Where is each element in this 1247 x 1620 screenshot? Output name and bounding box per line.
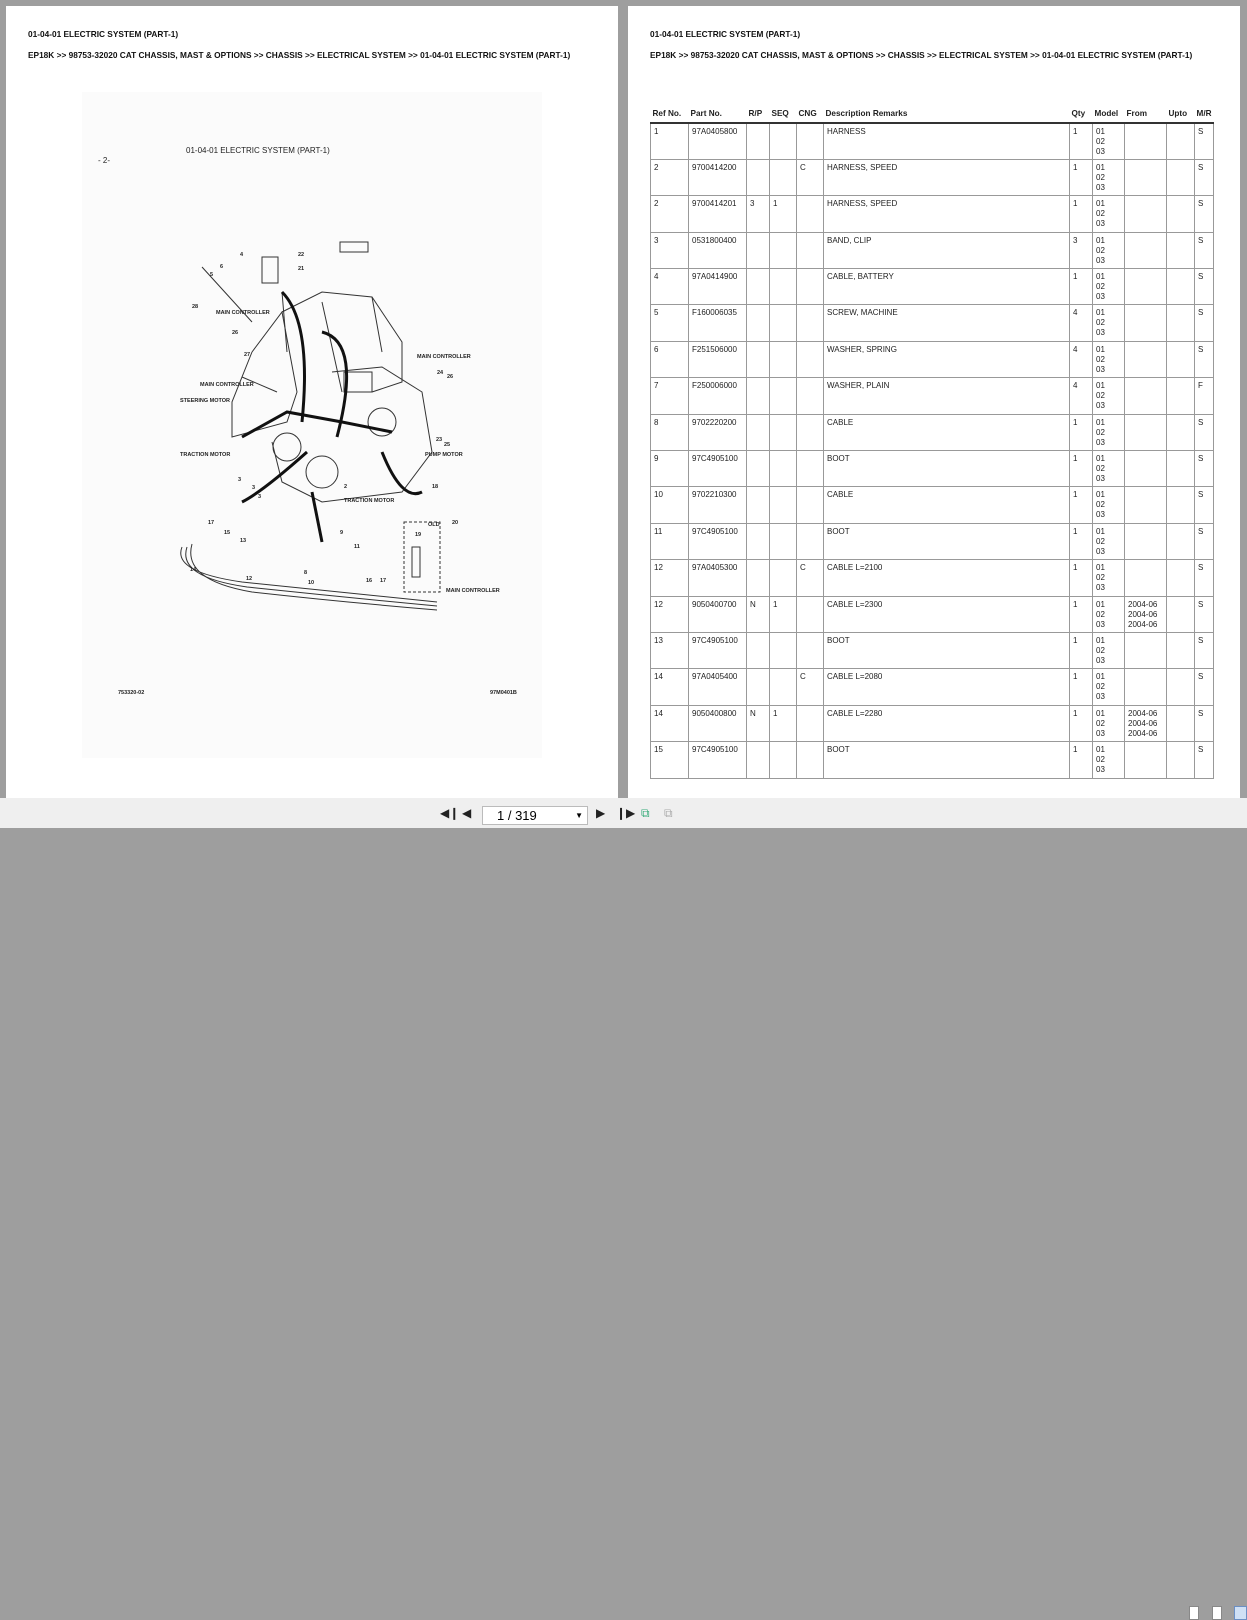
table-cell: S: [1195, 232, 1214, 268]
table-cell: [1167, 560, 1195, 596]
table-cell: [1125, 414, 1167, 450]
table-cell: 2004-06 2004-06 2004-06: [1125, 705, 1167, 741]
callout-number: 19: [415, 532, 422, 538]
label-pump-motor: PUMP MOTOR: [425, 452, 463, 458]
table-cell: [797, 232, 824, 268]
table-cell: 4: [1070, 305, 1093, 341]
table-row: [651, 269, 1214, 305]
table-cell: [770, 232, 797, 268]
column-header: R/P: [748, 109, 763, 118]
callout-number: 26: [232, 330, 239, 336]
table-cell: 7: [651, 378, 689, 414]
table-cell: 1: [1070, 705, 1093, 741]
table-cell: 4: [651, 269, 689, 305]
table-cell: 01 02 03: [1093, 632, 1125, 668]
table-cell: [1167, 742, 1195, 778]
table-cell: C: [797, 159, 824, 195]
table-cell: [797, 487, 824, 523]
callout-number: 4: [240, 252, 244, 258]
table-cell: BAND, CLIP: [824, 232, 1070, 268]
label-old: OLD: [428, 522, 440, 528]
table-cell: 9: [651, 451, 689, 487]
table-cell: [747, 305, 770, 341]
table-row: [651, 159, 1214, 195]
table-cell: S: [1195, 669, 1214, 705]
table-cell: S: [1195, 123, 1214, 159]
table-cell: [1125, 487, 1167, 523]
table-cell: [797, 523, 824, 559]
table-cell: 1: [770, 196, 797, 232]
table-cell: 1: [1070, 123, 1093, 159]
table-cell: [770, 123, 797, 159]
table-cell: [1167, 414, 1195, 450]
table-cell: CABLE, BATTERY: [824, 269, 1070, 305]
callout-number: 22: [298, 252, 305, 258]
table-cell: [1125, 269, 1167, 305]
table-cell: 01 02 03: [1093, 378, 1125, 414]
table-cell: [1167, 341, 1195, 377]
table-cell: 1: [1070, 742, 1093, 778]
table-cell: [797, 123, 824, 159]
table-cell: 1: [1070, 560, 1093, 596]
next-page-button[interactable]: ▶: [596, 806, 606, 820]
column-header: Model: [1094, 109, 1119, 118]
table-cell: 2004-06 2004-06 2004-06: [1125, 596, 1167, 632]
table-row: [651, 632, 1214, 668]
table-cell: [747, 159, 770, 195]
table-cell: [770, 523, 797, 559]
callout-number: 17: [208, 520, 215, 526]
copy-page-icon[interactable]: ⧉: [664, 806, 673, 820]
table-cell: [797, 341, 824, 377]
callout-number: 23: [436, 437, 443, 443]
callout-number: 2: [344, 484, 348, 490]
table-cell: 5: [651, 305, 689, 341]
table-cell: 1: [1070, 196, 1093, 232]
table-row: [651, 523, 1214, 559]
table-cell: [747, 451, 770, 487]
table-cell: CABLE L=2100: [824, 560, 1070, 596]
table-cell: [797, 305, 824, 341]
table-cell: [1167, 269, 1195, 305]
column-header: CNG: [798, 109, 817, 118]
table-cell: 97A0405300: [689, 560, 747, 596]
table-cell: [770, 269, 797, 305]
table-cell: [1125, 560, 1167, 596]
table-row: [651, 196, 1214, 232]
table-cell: 01 02 03: [1093, 269, 1125, 305]
table-cell: [1167, 669, 1195, 705]
table-cell: [1167, 705, 1195, 741]
table-cell: [1125, 196, 1167, 232]
table-cell: F160006035: [689, 305, 747, 341]
right-page: [628, 6, 1240, 798]
single-page-view-icon[interactable]: [1189, 1606, 1199, 1620]
table-cell: 01 02 03: [1093, 196, 1125, 232]
table-cell: 1: [1070, 269, 1093, 305]
label-main-controller: MAIN CONTROLLER: [446, 588, 500, 594]
label-main-controller: MAIN CONTROLLER: [200, 382, 254, 388]
table-cell: 97A0414900: [689, 269, 747, 305]
column-header: Upto: [1168, 109, 1188, 118]
table-cell: [1125, 159, 1167, 195]
rotate-page-icon[interactable]: ⧉: [641, 806, 650, 820]
table-cell: [1125, 523, 1167, 559]
table-cell: 1: [1070, 523, 1093, 559]
table-cell: WASHER, SPRING: [824, 341, 1070, 377]
table-cell: [797, 378, 824, 414]
callout-number: 15: [224, 530, 231, 536]
table-cell: 01 02 03: [1093, 305, 1125, 341]
table-cell: [747, 341, 770, 377]
table-cell: 01 02 03: [1093, 742, 1125, 778]
table-cell: 97C4905100: [689, 451, 747, 487]
table-cell: BOOT: [824, 451, 1070, 487]
table-cell: [747, 669, 770, 705]
column-header: Qty: [1071, 109, 1086, 118]
table-cell: [747, 560, 770, 596]
table-cell: HARNESS, SPEED: [824, 159, 1070, 195]
callout-number: 26: [447, 374, 454, 380]
callout-number: 9: [340, 530, 344, 536]
table-cell: S: [1195, 196, 1214, 232]
table-row: [651, 378, 1214, 414]
table-cell: 3: [651, 232, 689, 268]
table-row: [651, 487, 1214, 523]
table-cell: SCREW, MACHINE: [824, 305, 1070, 341]
page-title: 01-04-01 ELECTRIC SYSTEM (PART-1): [650, 29, 801, 39]
table-cell: 9050400700: [689, 596, 747, 632]
table-cell: [797, 269, 824, 305]
table-cell: [770, 742, 797, 778]
table-cell: CABLE: [824, 487, 1070, 523]
table-cell: [797, 414, 824, 450]
page-title: 01-04-01 ELECTRIC SYSTEM (PART-1): [28, 29, 179, 39]
table-row: [651, 123, 1214, 159]
table-cell: 9700414201: [689, 196, 747, 232]
table-cell: 01 02 03: [1093, 123, 1125, 159]
table-cell: 8: [651, 414, 689, 450]
table-cell: [1167, 305, 1195, 341]
table-cell: 97C4905100: [689, 523, 747, 559]
table-cell: [770, 487, 797, 523]
table-cell: 01 02 03: [1093, 341, 1125, 377]
table-cell: CABLE L=2280: [824, 705, 1070, 741]
table-cell: 01 02 03: [1093, 159, 1125, 195]
table-cell: BOOT: [824, 742, 1070, 778]
table-cell: S: [1195, 560, 1214, 596]
left-page: [6, 6, 618, 798]
table-cell: [1125, 123, 1167, 159]
table-cell: 01 02 03: [1093, 596, 1125, 632]
table-cell: WASHER, PLAIN: [824, 378, 1070, 414]
table-cell: S: [1195, 269, 1214, 305]
table-cell: [747, 487, 770, 523]
page-selector[interactable]: [482, 806, 588, 825]
table-row: [651, 596, 1214, 632]
table-cell: CABLE: [824, 414, 1070, 450]
table-cell: 1: [1070, 487, 1093, 523]
table-row: [651, 669, 1214, 705]
table-cell: 01 02 03: [1093, 451, 1125, 487]
table-row: [651, 305, 1214, 341]
callout-number: 28: [192, 304, 199, 310]
table-cell: [1125, 232, 1167, 268]
table-cell: [1125, 378, 1167, 414]
table-cell: [797, 196, 824, 232]
table-header: [651, 109, 1214, 123]
table-cell: 1: [1070, 451, 1093, 487]
label-traction-motor: TRACTION MOTOR: [344, 498, 395, 504]
table-cell: 1: [651, 123, 689, 159]
table-cell: 4: [1070, 378, 1093, 414]
table-cell: 0531800400: [689, 232, 747, 268]
table-cell: [770, 451, 797, 487]
table-cell: [1167, 123, 1195, 159]
table-cell: [770, 378, 797, 414]
table-cell: S: [1195, 451, 1214, 487]
table-cell: 97A0405400: [689, 669, 747, 705]
table-cell: [1125, 451, 1167, 487]
table-cell: 3: [1070, 232, 1093, 268]
last-page-button[interactable]: ❙▶: [616, 806, 636, 820]
label-traction-motor: TRACTION MOTOR: [180, 452, 231, 458]
table-cell: 14: [651, 669, 689, 705]
column-header: SEQ: [771, 109, 789, 118]
table-cell: [770, 632, 797, 668]
callout-number: 14: [190, 567, 197, 573]
table-cell: 01 02 03: [1093, 232, 1125, 268]
table-cell: [770, 341, 797, 377]
table-cell: [747, 414, 770, 450]
table-cell: F250006000: [689, 378, 747, 414]
table-cell: 01 02 03: [1093, 705, 1125, 741]
table-cell: 01 02 03: [1093, 414, 1125, 450]
table-cell: 1: [1070, 596, 1093, 632]
table-row: [651, 742, 1214, 778]
table-cell: [1125, 669, 1167, 705]
column-header: From: [1126, 109, 1147, 118]
first-page-button[interactable]: ◀❙: [440, 806, 460, 820]
table-row: [651, 560, 1214, 596]
table-cell: 9702220200: [689, 414, 747, 450]
table-cell: 12: [651, 560, 689, 596]
table-cell: N: [747, 705, 770, 741]
table-row: [651, 341, 1214, 377]
table-cell: 01 02 03: [1093, 523, 1125, 559]
diagram-page-mark: - 2-: [98, 156, 110, 165]
parts-table: [650, 109, 1214, 779]
table-cell: [747, 378, 770, 414]
table-cell: 14: [651, 705, 689, 741]
table-cell: F: [1195, 378, 1214, 414]
column-header: M/R: [1196, 109, 1212, 118]
table-cell: [747, 269, 770, 305]
table-cell: 1: [1070, 669, 1093, 705]
table-cell: [797, 632, 824, 668]
table-cell: N: [747, 596, 770, 632]
table-cell: [747, 123, 770, 159]
table-cell: 97C4905100: [689, 632, 747, 668]
table-cell: 13: [651, 632, 689, 668]
table-cell: [770, 159, 797, 195]
table-cell: 1: [1070, 414, 1093, 450]
table-cell: 1: [770, 596, 797, 632]
table-cell: [797, 705, 824, 741]
column-header: Description Remarks: [825, 109, 908, 118]
table-cell: [770, 560, 797, 596]
table-cell: S: [1195, 341, 1214, 377]
table-cell: 12: [651, 596, 689, 632]
table-cell: [770, 305, 797, 341]
table-cell: C: [797, 669, 824, 705]
table-cell: 01 02 03: [1093, 560, 1125, 596]
table-cell: S: [1195, 523, 1214, 559]
table-cell: CABLE L=2080: [824, 669, 1070, 705]
parts-diagram: [82, 92, 542, 758]
callout-number: 3: [252, 485, 256, 491]
drawing-code-left: 753320-02: [118, 690, 145, 696]
table-cell: [797, 742, 824, 778]
table-cell: F251506000: [689, 341, 747, 377]
table-cell: 11: [651, 523, 689, 559]
table-cell: [1167, 232, 1195, 268]
callout-number: 3: [238, 477, 242, 483]
table-cell: 97C4905100: [689, 742, 747, 778]
table-cell: [1167, 451, 1195, 487]
table-cell: [770, 414, 797, 450]
table-cell: 6: [651, 341, 689, 377]
table-cell: 9700414200: [689, 159, 747, 195]
callout-number: 24: [437, 370, 444, 376]
continuous-view-icon[interactable]: [1212, 1606, 1222, 1620]
table-cell: HARNESS: [824, 123, 1070, 159]
table-cell: 3: [747, 196, 770, 232]
callout-number: 21: [298, 266, 305, 272]
table-cell: 01 02 03: [1093, 669, 1125, 705]
table-cell: S: [1195, 742, 1214, 778]
callout-number: 3: [258, 494, 262, 500]
table-cell: HARNESS, SPEED: [824, 196, 1070, 232]
table-cell: 1: [1070, 632, 1093, 668]
diagram-heading: 01-04-01 ELECTRIC SYSTEM (PART-1): [186, 146, 330, 155]
table-cell: S: [1195, 705, 1214, 741]
callout-number: 18: [432, 484, 439, 490]
callout-number: 8: [304, 570, 308, 576]
table-cell: 9050400800: [689, 705, 747, 741]
table-cell: 01 02 03: [1093, 487, 1125, 523]
callout-number: 25: [444, 442, 451, 448]
table-cell: [747, 632, 770, 668]
table-cell: [1167, 632, 1195, 668]
table-cell: S: [1195, 414, 1214, 450]
label-steering-motor: STEERING MOTOR: [180, 398, 231, 404]
table-row: [651, 451, 1214, 487]
table-cell: S: [1195, 305, 1214, 341]
table-cell: [1125, 742, 1167, 778]
table-cell: [747, 523, 770, 559]
table-row: [651, 414, 1214, 450]
table-cell: [1125, 632, 1167, 668]
callout-number: 17: [380, 578, 387, 584]
callout-number: 20: [452, 520, 459, 526]
callout-number: 10: [308, 580, 315, 586]
callout-number: 16: [366, 578, 373, 584]
breadcrumb: EP18K >> 98753-32020 CAT CHASSIS, MAST & OPTIONS >> CHASSIS >> ELECTRICAL SYSTEM >> 01-04-01 ELECTRIC SYSTEM (PART-1): [650, 50, 1193, 60]
table-cell: 2: [651, 159, 689, 195]
table-cell: 15: [651, 742, 689, 778]
previous-page-button[interactable]: ◀: [462, 806, 472, 820]
table-cell: 10: [651, 487, 689, 523]
table-cell: C: [797, 560, 824, 596]
label-main-controller: MAIN CONTROLLER: [417, 354, 471, 360]
table-cell: [747, 232, 770, 268]
table-cell: S: [1195, 487, 1214, 523]
two-page-view-icon[interactable]: [1234, 1606, 1247, 1620]
table-cell: [747, 742, 770, 778]
table-cell: S: [1195, 596, 1214, 632]
chevron-down-icon: ▼: [575, 811, 583, 820]
callout-number: 12: [246, 576, 253, 582]
table-cell: [770, 669, 797, 705]
table-cell: [1125, 341, 1167, 377]
column-header: Ref No.: [652, 109, 682, 118]
table-cell: BOOT: [824, 523, 1070, 559]
table-cell: 1: [770, 705, 797, 741]
page-indicator: 1 / 319: [497, 808, 537, 823]
table-cell: 9702210300: [689, 487, 747, 523]
electric-system-drawing: [82, 92, 542, 758]
callout-number: 11: [354, 544, 360, 550]
table-cell: [1167, 159, 1195, 195]
table-cell: [1167, 378, 1195, 414]
table-cell: 2: [651, 196, 689, 232]
table-cell: 4: [1070, 341, 1093, 377]
column-header: Part No.: [690, 109, 722, 118]
drawing-code-right: 97M0401B: [490, 690, 517, 696]
table-cell: 97A0405800: [689, 123, 747, 159]
callout-number: 27: [244, 352, 251, 358]
callout-number: 13: [240, 538, 247, 544]
table-cell: CABLE L=2300: [824, 596, 1070, 632]
table-cell: S: [1195, 632, 1214, 668]
table-cell: [1167, 196, 1195, 232]
table-cell: [797, 451, 824, 487]
table-cell: [1167, 523, 1195, 559]
callout-number: 6: [220, 264, 224, 270]
table-cell: [1167, 487, 1195, 523]
table-cell: [1167, 596, 1195, 632]
table-row: [651, 705, 1214, 741]
table-cell: S: [1195, 159, 1214, 195]
table-cell: [797, 596, 824, 632]
table-cell: 1: [1070, 159, 1093, 195]
viewer-toolbar: [0, 798, 1247, 828]
table-cell: [1125, 305, 1167, 341]
table-row: [651, 232, 1214, 268]
label-main-controller: MAIN CONTROLLER: [216, 310, 270, 316]
callout-number: 5: [210, 272, 214, 278]
table-cell: BOOT: [824, 632, 1070, 668]
breadcrumb: EP18K >> 98753-32020 CAT CHASSIS, MAST & OPTIONS >> CHASSIS >> ELECTRICAL SYSTEM >> 01-04-01 ELECTRIC SYSTEM (PART-1): [28, 50, 571, 60]
